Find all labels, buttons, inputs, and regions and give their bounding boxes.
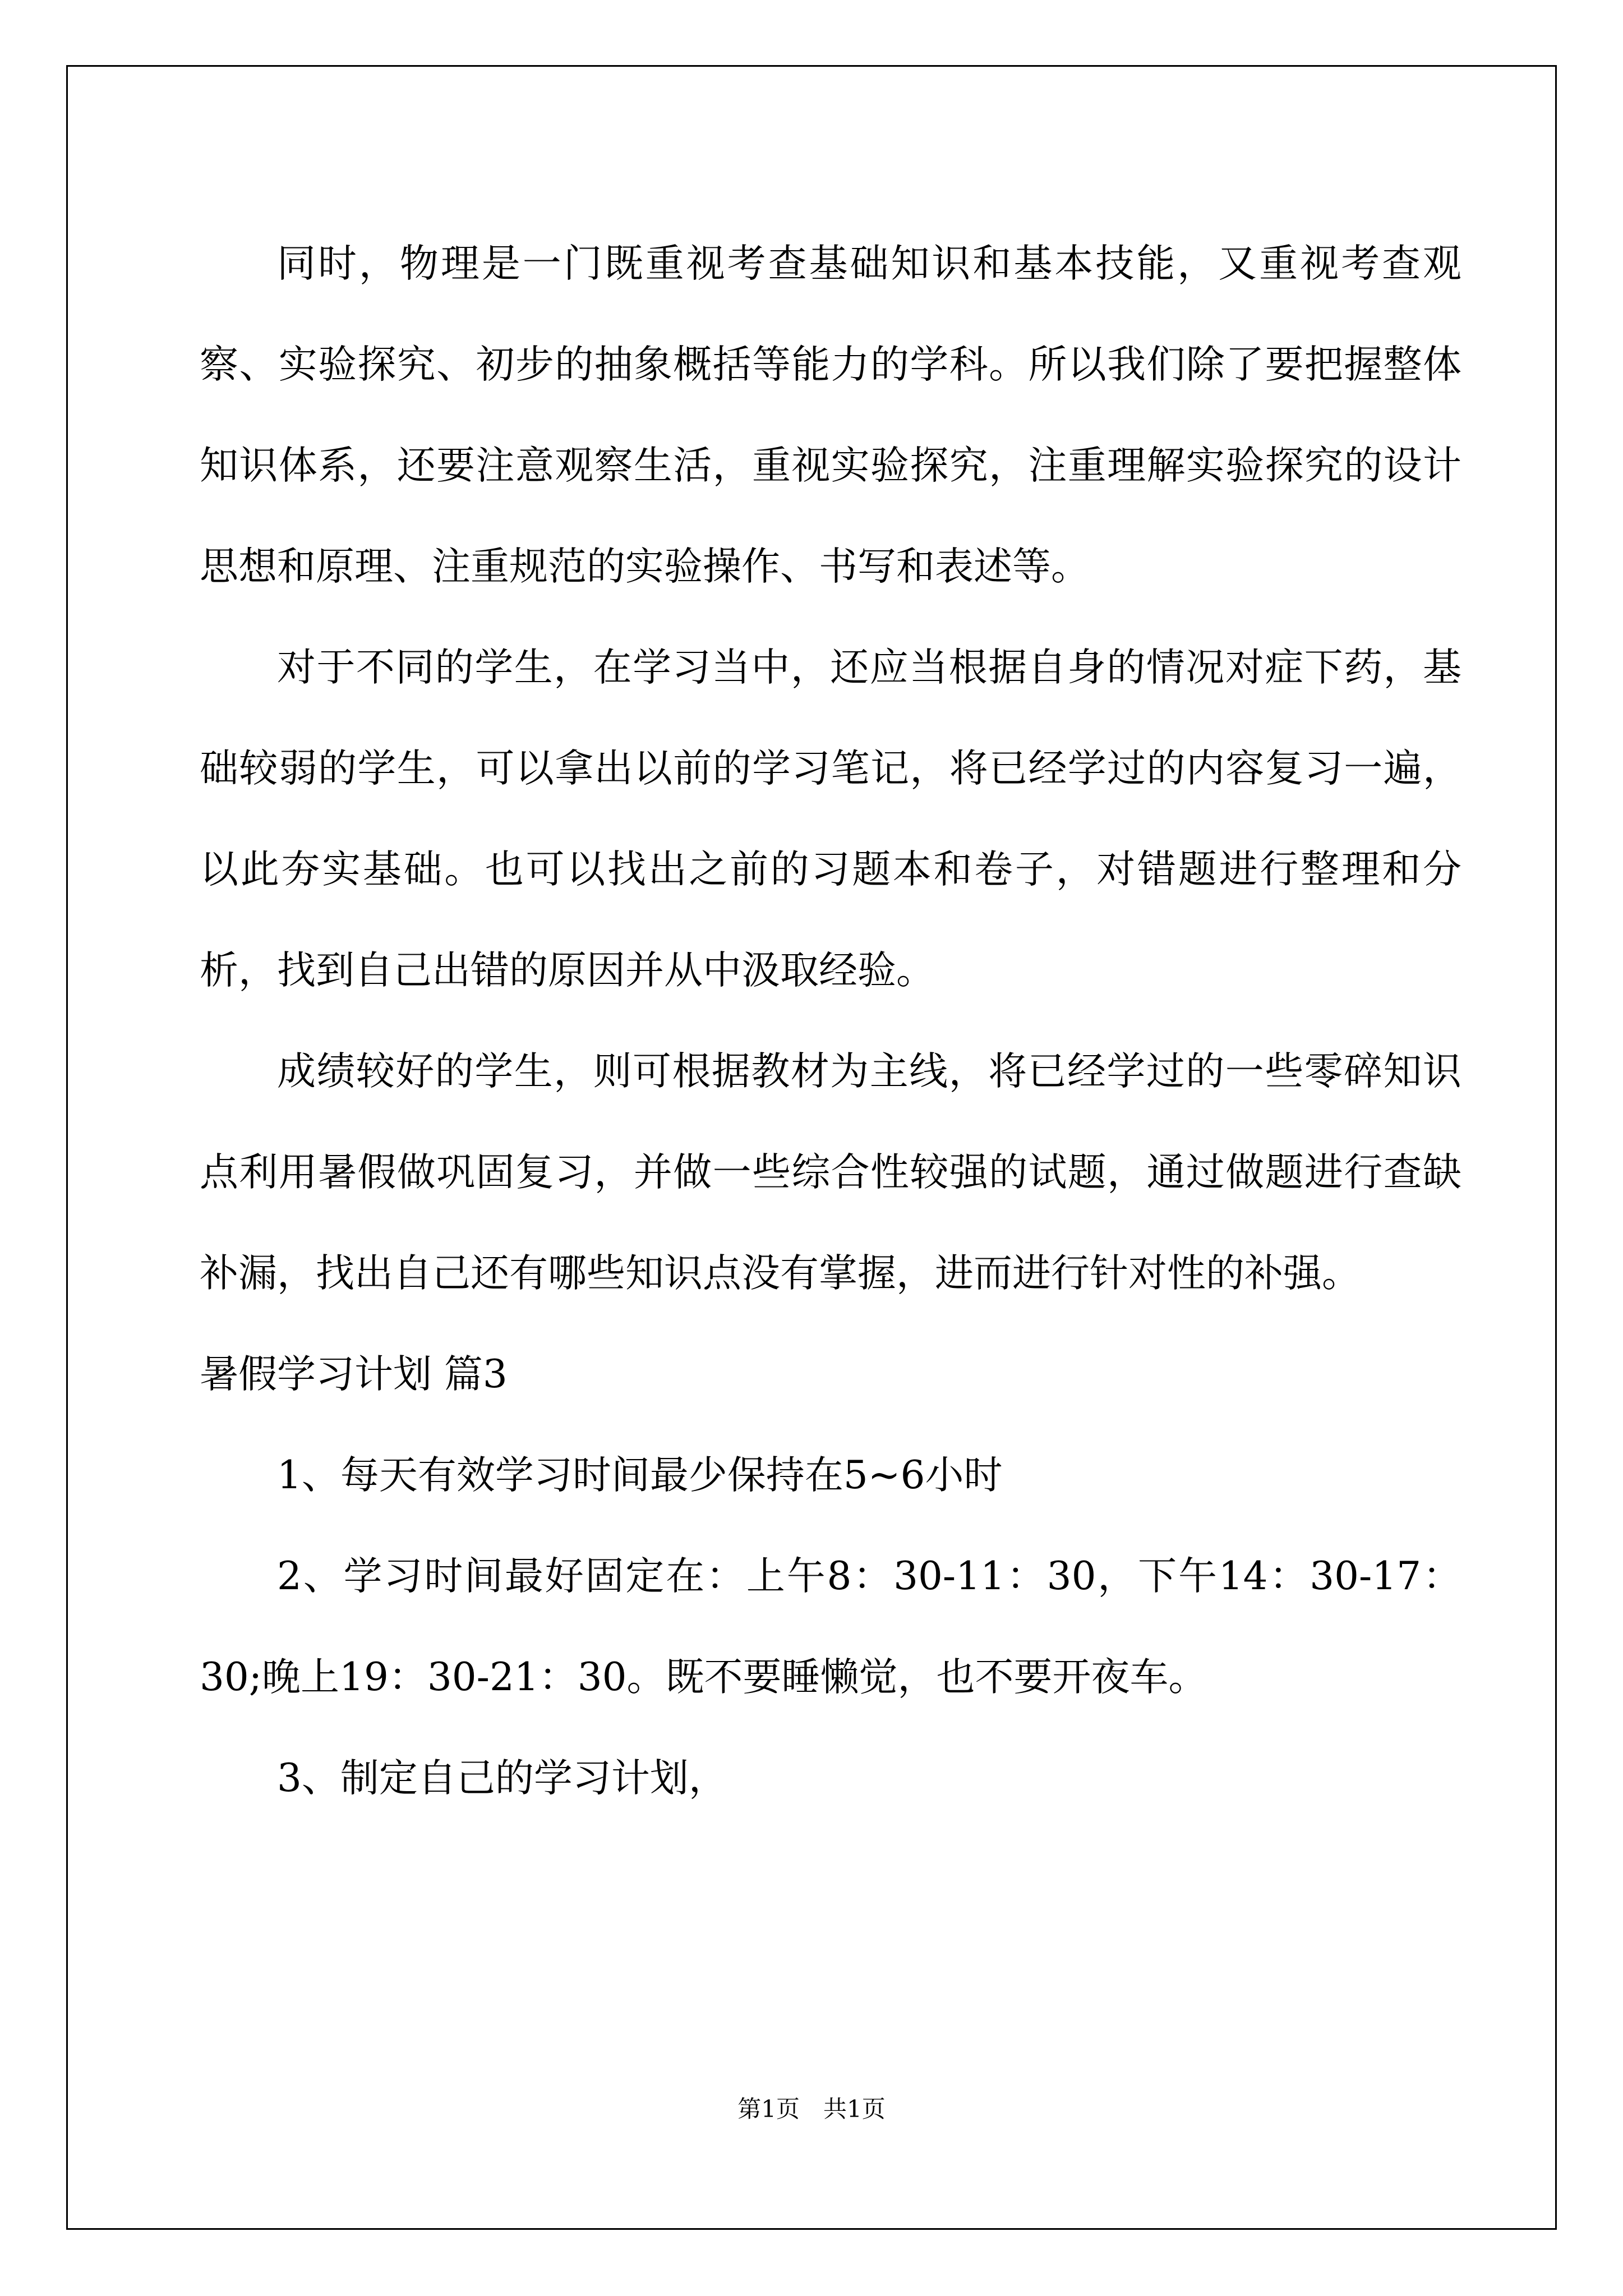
plan-item-1: 1、每天有效学习时间最少保持在5~6小时 [277, 1453, 1003, 1498]
section-heading: 暑假学习计划 篇3 [200, 1352, 508, 1397]
paragraph-physics: 同时，物理是一门既重视考查基础知识和基本技能，又重视考查观察、实验探究、初步的抽象概括等能力的学科。所以我们除了要把握整体知识体系，还要注意观察生活，重视实验探究，注重理解实验探究的设计思想和原理、注重规范的实验操作、书写和表述等。 [200, 241, 1461, 589]
paragraph-weak-students: 对于不同的学生，在学习当中，还应当根据自身的情况对症下药，基础较弱的学生，可以拿出以前的学习笔记，将已经学过的内容复习一遍，以此夯实基础。也可以找出之前的习题本和卷子，对错题进行整理和分析，找到自己出错的原因并从中汲取经验。 [200, 645, 1461, 993]
page-footer: 第1页 共1页 [737, 2095, 886, 2123]
paragraph-strong-students: 成绩较好的学生，则可根据教材为主线，将已经学过的一些零碎知识点利用暑假做巩固复习，并做一些综合性较强的试题，通过做题进行查缺补漏，找出自己还有哪些知识点没有掌握，进而进行针对性的补强。 [200, 1049, 1461, 1296]
plan-item-2: 2、学习时间最好固定在：上午8：30-11：30，下午14：30-17：30;晚上19：30-21：30。既不要睡懒觉，也不要开夜车。 [200, 1554, 1461, 1700]
document-body [200, 213, 1461, 1829]
plan-item-3: 3、制定自己的学习计划， [277, 1756, 727, 1801]
